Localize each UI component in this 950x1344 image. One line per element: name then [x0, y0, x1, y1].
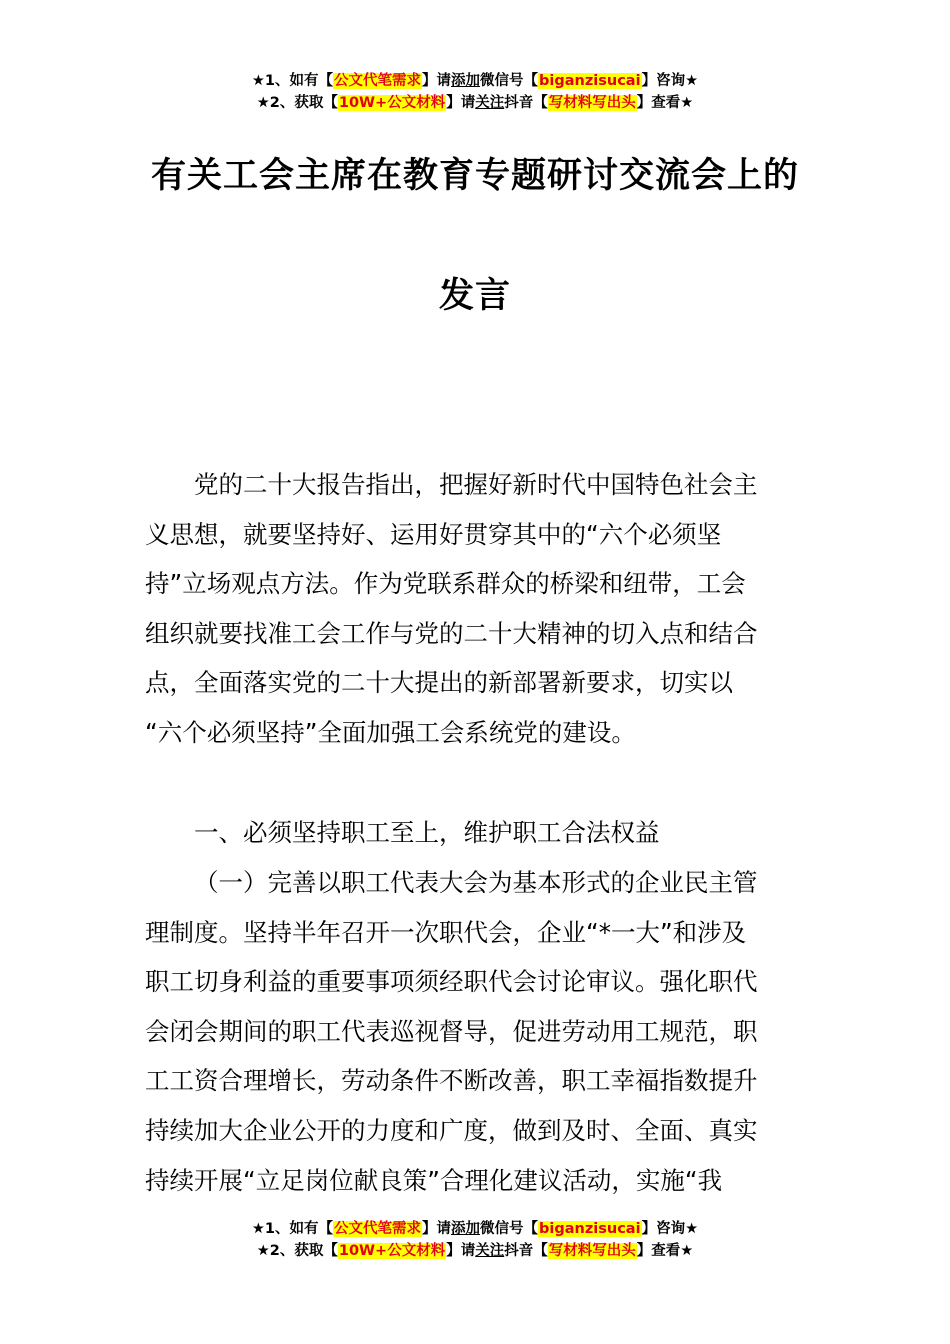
banner-text: ★2、获取【	[256, 95, 338, 111]
section-heading-text: 一、必须坚持职工至上，维护职工合法权益	[194, 818, 660, 847]
banner-text: 】请	[446, 95, 476, 111]
banner-text: 】查看★	[636, 1243, 694, 1259]
banner-text: 】查看★	[636, 95, 694, 111]
intro-line: 点，全面落实党的二十大提出的新部署新要求，切实以	[145, 668, 733, 698]
banner-underlined: 添加	[451, 1221, 481, 1237]
intro-paragraph	[145, 460, 807, 758]
banner-text: ★1、如有【	[251, 73, 334, 89]
banner-text: 】咨询★	[641, 1221, 699, 1237]
banner-highlight: 写材料写出头	[548, 1243, 636, 1259]
section-paragraph	[145, 858, 807, 1205]
section-line: 持续开展“立足岗位献良策”合理化建议活动，实施“我	[145, 1165, 723, 1195]
banner-underlined: 关注	[475, 95, 505, 111]
banner-underlined: 关注	[475, 1243, 505, 1259]
document-title-line-1: 有关工会主席在教育专题研讨交流会上的	[150, 156, 799, 196]
intro-line: 组织就要找准工会工作与党的二十大精神的切入点和结合	[145, 618, 758, 648]
banner-line-2	[0, 1240, 950, 1262]
section-line: 持续加大企业公开的力度和广度，做到及时、全面、真实	[145, 1115, 758, 1145]
banner-text: 微信号【	[480, 73, 539, 89]
banner-text: ★2、获取【	[256, 1243, 338, 1259]
banner-text: ★1、如有【	[251, 1221, 334, 1237]
banner-text: 】请	[446, 1243, 476, 1259]
section-line: 会闭会期间的职工代表巡视督导，促进劳动用工规范，职	[145, 1016, 758, 1046]
banner-line-2	[0, 92, 950, 114]
bottom-banner	[0, 1218, 950, 1262]
banner-text: 抖音【	[504, 95, 548, 111]
banner-underlined: 添加	[451, 73, 481, 89]
banner-highlight: 写材料写出头	[548, 95, 636, 111]
banner-line-1	[0, 70, 950, 92]
section-line: （一）完善以职工代表大会为基本形式的企业民主管	[194, 868, 758, 897]
banner-highlight: 公文代笔需求	[334, 1221, 422, 1237]
banner-text: 抖音【	[504, 1243, 548, 1259]
top-banner	[0, 70, 950, 114]
intro-line: 党的二十大报告指出，把握好新时代中国特色社会主	[194, 470, 758, 499]
banner-text: 】咨询★	[641, 73, 699, 89]
intro-line: 义思想，就要坚持好、运用好贯穿其中的“六个必须坚	[145, 519, 722, 549]
banner-text: 】请	[422, 1221, 452, 1237]
document-title-line-2: 发言	[438, 276, 511, 316]
banner-text: 】请	[422, 73, 452, 89]
intro-line: 持”立场观点方法。作为党联系群众的桥梁和纽带，工会	[145, 569, 746, 599]
section-line: 理制度。坚持半年召开一次职代会，企业“*一大”和涉及	[145, 917, 747, 947]
banner-highlight: 10W+公文材料	[338, 1243, 446, 1259]
banner-highlight: biganzisucai	[539, 73, 641, 89]
banner-highlight: 公文代笔需求	[334, 73, 422, 89]
banner-highlight: biganzisucai	[539, 1221, 641, 1237]
section-line: 职工切身利益的重要事项须经职代会讨论审议。强化职代	[145, 967, 758, 997]
banner-highlight: 10W+公文材料	[338, 95, 446, 111]
banner-text: 微信号【	[480, 1221, 539, 1237]
intro-line: “六个必须坚持”全面加强工会系统党的建设。	[145, 717, 636, 747]
section-heading	[145, 808, 807, 858]
banner-line-1	[0, 1218, 950, 1240]
section-line: 工工资合理增长，劳动条件不断改善，职工幸福指数提升	[145, 1066, 758, 1096]
